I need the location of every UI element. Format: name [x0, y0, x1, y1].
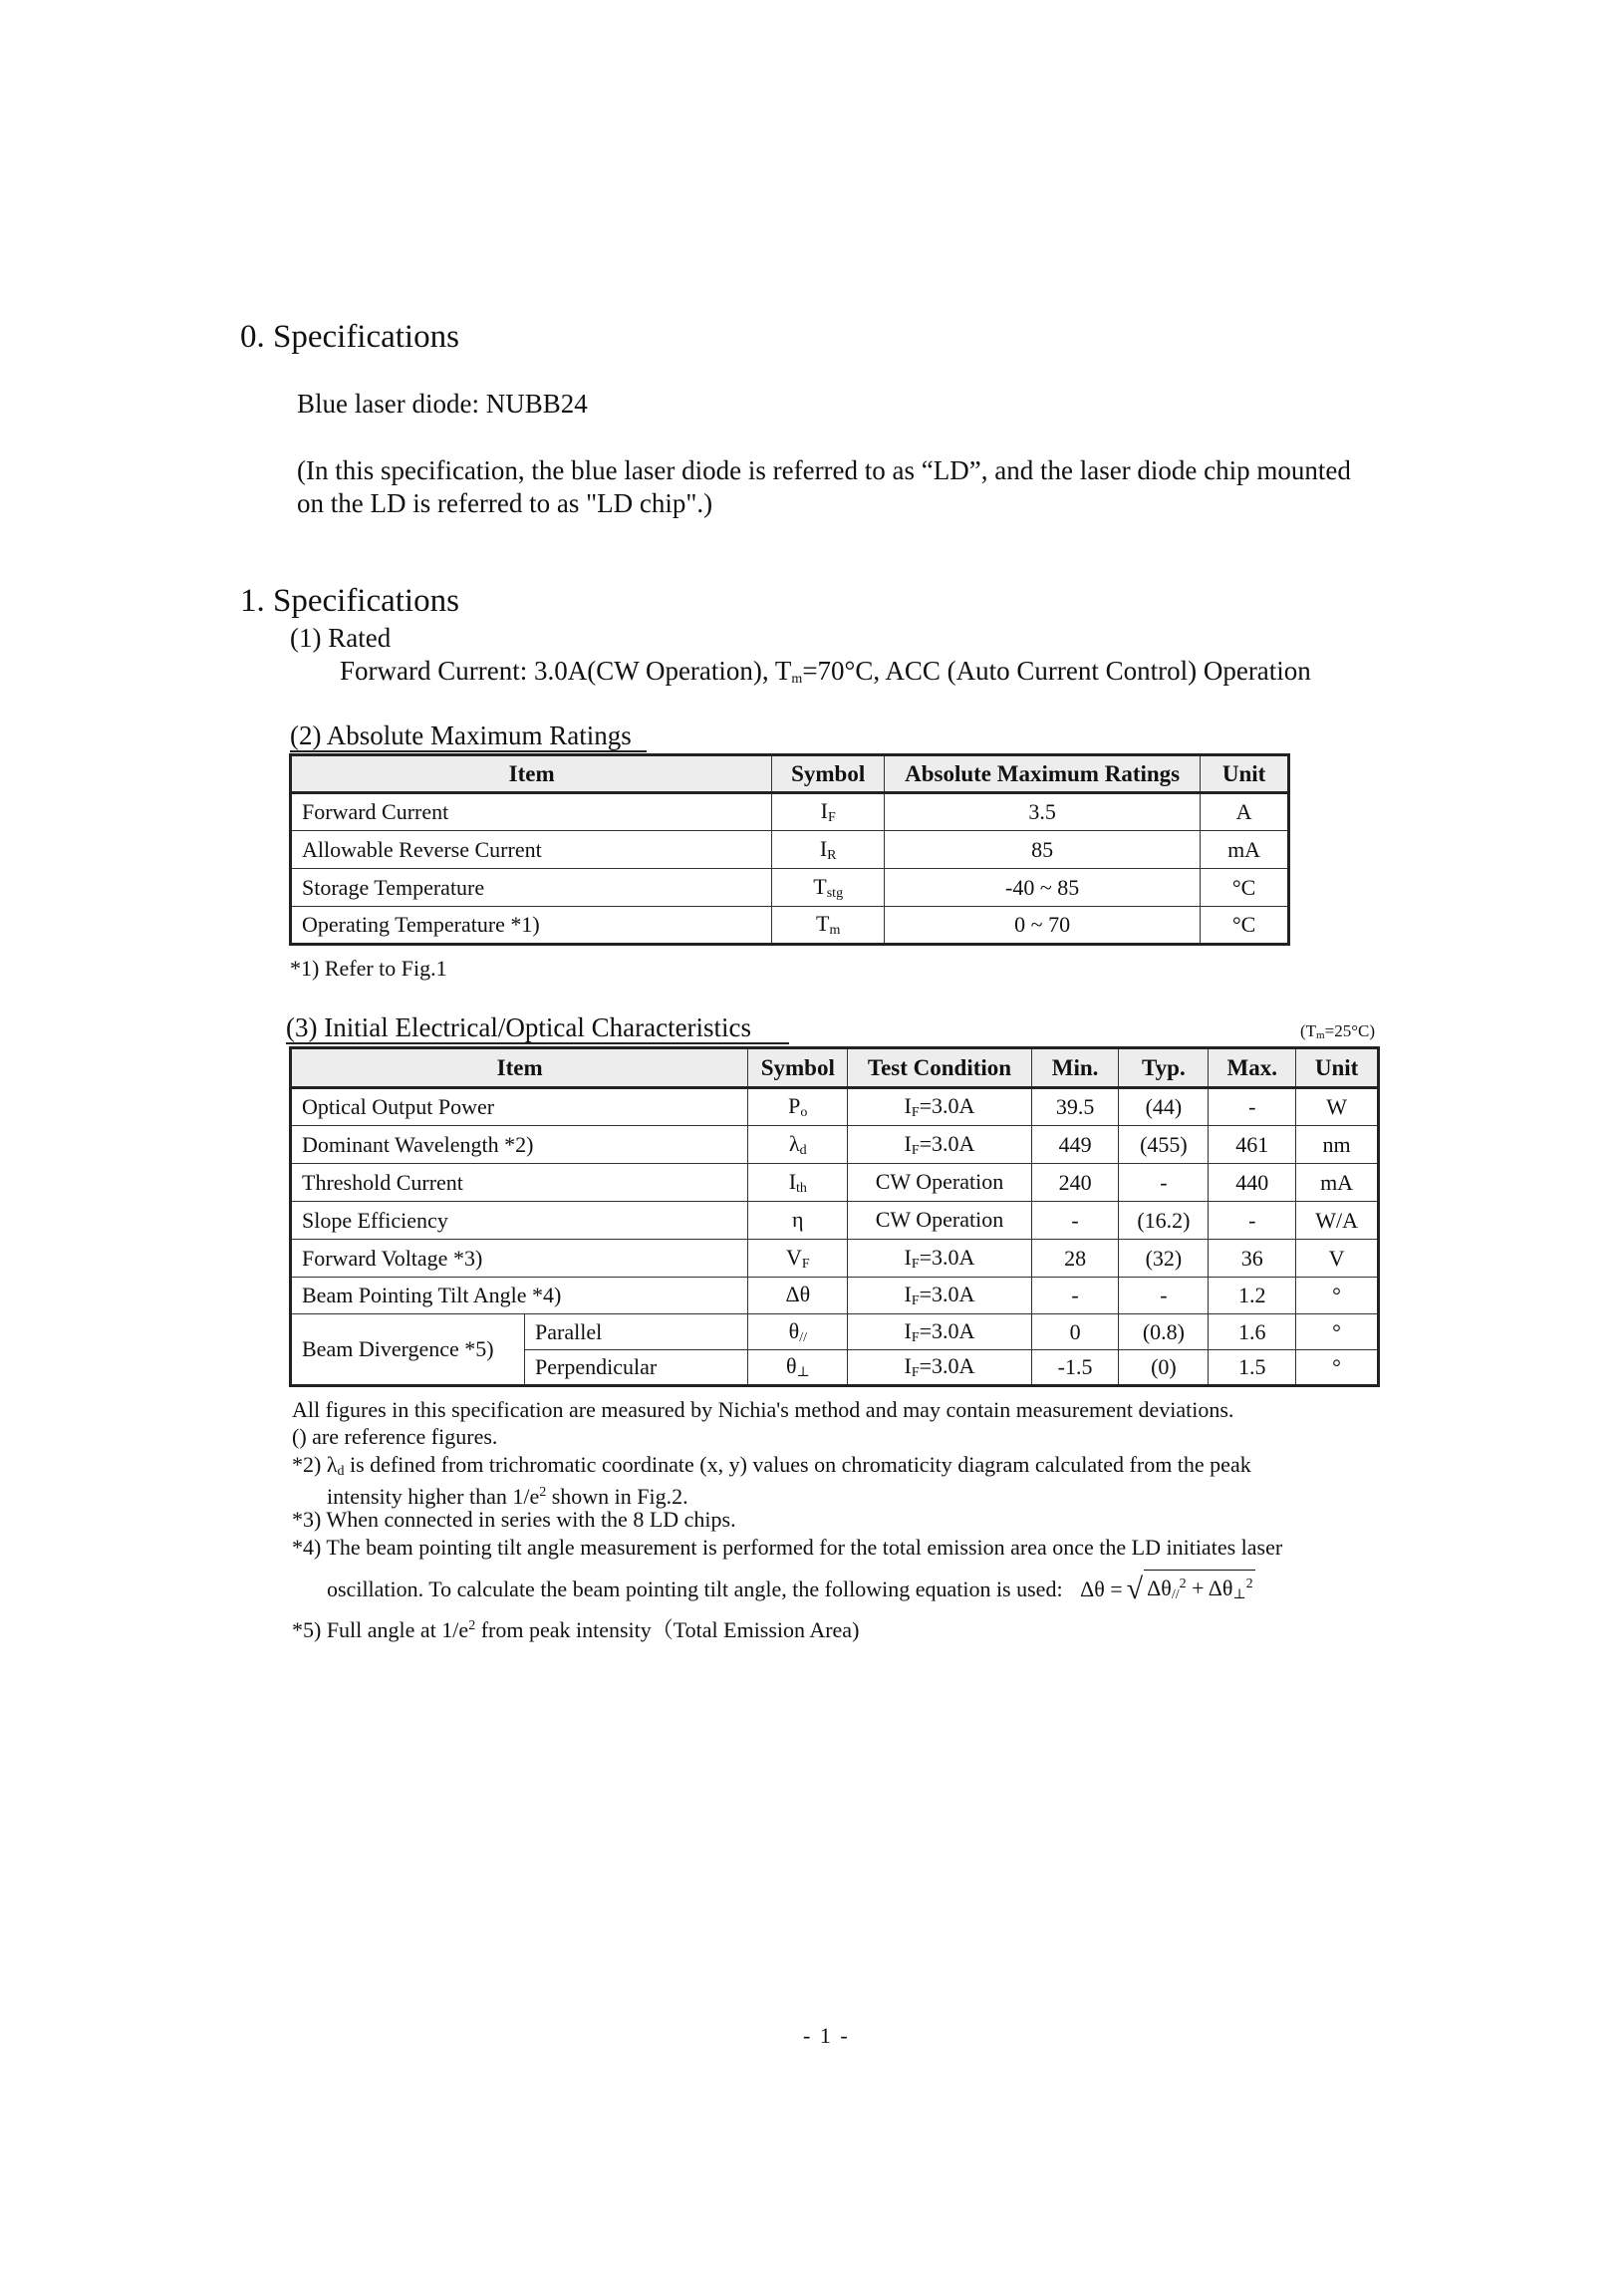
cell-item: Operating Temperature *1) — [291, 907, 772, 945]
note-measurement: All figures in this specification are measured by Nichia's method and may contain measurement deviations. — [292, 1397, 1234, 1422]
ieo-header-unit: Unit — [1296, 1048, 1379, 1088]
ieo-title: (3) Initial Electrical/Optical Characteristics — [286, 1012, 789, 1044]
cell-unit: W — [1296, 1088, 1379, 1126]
cell-unit: ° — [1296, 1278, 1379, 1314]
cell-min: - — [1031, 1278, 1119, 1314]
cell-symbol: Po — [748, 1088, 848, 1126]
cell-min: - — [1031, 1202, 1119, 1240]
tilt-angle-formula: Δθ = √ Δθ//$^2$ + Δθ⊥$^2$ — [1080, 1570, 1255, 1608]
note-3: *3) When connected in series with the 8 LD chips. — [292, 1507, 736, 1532]
cell-max: 1.5 — [1209, 1350, 1296, 1386]
cell-sub-item: Perpendicular — [525, 1350, 748, 1386]
ieo-header-test: Test Condition — [848, 1048, 1031, 1088]
cell-symbol: Ith — [748, 1164, 848, 1202]
cell-unit: °C — [1201, 907, 1289, 945]
cell-item: Beam Divergence *5) — [291, 1314, 525, 1386]
cell-item: Storage Temperature — [291, 869, 772, 907]
cell-unit: mA — [1201, 831, 1289, 869]
table-row — [291, 831, 1289, 869]
cell-unit: A — [1201, 793, 1289, 831]
note-4: *4) The beam pointing tilt angle measurement is performed for the total emission area once the LD initiates laser — [292, 1535, 1283, 1560]
cell-condition: IF=3.0A — [848, 1088, 1031, 1126]
cell-min: 0 — [1031, 1314, 1119, 1350]
cell-typ: (16.2) — [1119, 1202, 1209, 1240]
amr-header-unit: Unit — [1201, 755, 1289, 793]
cell-min: 240 — [1031, 1164, 1119, 1202]
table-row — [291, 1088, 1379, 1126]
cell-condition: IF=3.0A — [848, 1278, 1031, 1314]
table-row — [291, 1164, 1379, 1202]
table-row — [291, 907, 1289, 945]
cell-symbol: θ⊥ — [748, 1350, 848, 1386]
sqrt-icon: √ — [1126, 1573, 1144, 1605]
note-2-cont: intensity higher than $1/e^2$ shown in Fig.2. — [327, 1484, 688, 1509]
cell-max: 461 — [1209, 1126, 1296, 1164]
cell-condition: IF=3.0A — [848, 1314, 1031, 1350]
cell-min: 28 — [1031, 1240, 1119, 1278]
table-row — [291, 1126, 1379, 1164]
cell-max: 1.6 — [1209, 1314, 1296, 1350]
amr-footnote: *1) Refer to Fig.1 — [290, 956, 447, 981]
cell-condition: IF=3.0A — [848, 1240, 1031, 1278]
cell-symbol: θ// — [748, 1314, 848, 1350]
amr-header-ratings: Absolute Maximum Ratings — [885, 755, 1201, 793]
cell-min: 39.5 — [1031, 1088, 1119, 1126]
definition-note-line1: (In this specification, the blue laser diode is referred to as “LD”, and the laser diode chip mounted — [297, 455, 1351, 485]
cell-max: - — [1209, 1088, 1296, 1126]
table-row — [291, 869, 1289, 907]
cell-symbol: η — [748, 1202, 848, 1240]
cell-symbol: Tm — [772, 907, 885, 945]
cell-item: Forward Current — [291, 793, 772, 831]
cell-value: -40 ~ 85 — [885, 869, 1201, 907]
cell-typ: - — [1119, 1278, 1209, 1314]
rated-label: (1) Rated — [290, 623, 392, 653]
ieo-header-item: Item — [291, 1048, 748, 1088]
table-row — [291, 1202, 1379, 1240]
cell-unit: ° — [1296, 1350, 1379, 1386]
cell-typ: (0) — [1119, 1350, 1209, 1386]
cell-item: Optical Output Power — [291, 1088, 748, 1126]
cell-symbol: Δθ — [748, 1278, 848, 1314]
cell-symbol: IR — [772, 831, 885, 869]
cell-min: -1.5 — [1031, 1350, 1119, 1386]
cell-symbol: IF — [772, 793, 885, 831]
cell-item: Allowable Reverse Current — [291, 831, 772, 869]
cell-item: Beam Pointing Tilt Angle *4) — [291, 1278, 748, 1314]
cell-typ: (32) — [1119, 1240, 1209, 1278]
cell-unit: °C — [1201, 869, 1289, 907]
note-reference: () are reference figures. — [292, 1424, 498, 1449]
cell-condition: IF=3.0A — [848, 1126, 1031, 1164]
cell-symbol: λd — [748, 1126, 848, 1164]
cell-value: 85 — [885, 831, 1201, 869]
cell-symbol: VF — [748, 1240, 848, 1278]
amr-header-symbol: Symbol — [772, 755, 885, 793]
amr-header-item: Item — [291, 755, 772, 793]
cell-max: - — [1209, 1202, 1296, 1240]
cell-item: Dominant Wavelength *2) — [291, 1126, 748, 1164]
cell-unit: mA — [1296, 1164, 1379, 1202]
cell-unit: V — [1296, 1240, 1379, 1278]
ieo-measure-condition: (Tm=25°C) — [1300, 1021, 1375, 1041]
cell-condition: CW Operation — [848, 1202, 1031, 1240]
table-row — [291, 793, 1289, 831]
cell-condition: CW Operation — [848, 1164, 1031, 1202]
cell-max: 1.2 — [1209, 1278, 1296, 1314]
page-number: - 1 - — [803, 2023, 850, 2048]
amr-title: (2) Absolute Maximum Ratings — [290, 720, 647, 752]
cell-unit: ° — [1296, 1314, 1379, 1350]
cell-value: 3.5 — [885, 793, 1201, 831]
product-line: Blue laser diode: NUBB24 — [297, 389, 588, 419]
note-5: *5) Full angle at $1/e^2$ from peak intensity（Total Emission Area) — [292, 1617, 860, 1642]
rated-condition: Forward Current: 3.0A(CW Operation), Tm=70°C, ACC (Auto Current Control) Operation — [340, 656, 1311, 687]
ieo-header-min: Min. — [1031, 1048, 1119, 1088]
cell-max: 36 — [1209, 1240, 1296, 1278]
table-row — [291, 1240, 1379, 1278]
cell-typ: (44) — [1119, 1088, 1209, 1126]
cell-max: 440 — [1209, 1164, 1296, 1202]
cell-symbol: Tstg — [772, 869, 885, 907]
definition-note-line2: on the LD is referred to as "LD chip".) — [297, 488, 713, 518]
cell-typ: (0.8) — [1119, 1314, 1209, 1350]
absolute-maximum-ratings-table — [289, 753, 1290, 946]
section-1-heading: 1. Specifications — [240, 583, 459, 619]
cell-unit: W/A — [1296, 1202, 1379, 1240]
note-4-cont: oscillation. To calculate the beam pointing tilt angle, the following equation is used: Δθ = √ Δθ//$^2$ + Δθ⊥$^2$ — [327, 1570, 1255, 1608]
cell-typ: (455) — [1119, 1126, 1209, 1164]
cell-value: 0 ~ 70 — [885, 907, 1201, 945]
cell-typ: - — [1119, 1164, 1209, 1202]
cell-sub-item: Parallel — [525, 1314, 748, 1350]
ieo-header-max: Max. — [1209, 1048, 1296, 1088]
cell-item: Slope Efficiency — [291, 1202, 748, 1240]
ieo-header-typ: Typ. — [1119, 1048, 1209, 1088]
cell-item: Threshold Current — [291, 1164, 748, 1202]
cell-min: 449 — [1031, 1126, 1119, 1164]
cell-condition: IF=3.0A — [848, 1350, 1031, 1386]
electrical-optical-table — [289, 1046, 1380, 1387]
section-0-heading: 0. Specifications — [240, 319, 459, 355]
cell-item: Forward Voltage *3) — [291, 1240, 748, 1278]
note-2: *2) λd is defined from trichromatic coordinate (x, y) values on chromaticity diagram calculated from the peak — [292, 1452, 1251, 1479]
table-row — [291, 1314, 1379, 1350]
table-row — [291, 1278, 1379, 1314]
ieo-header-symbol: Symbol — [748, 1048, 848, 1088]
cell-unit: nm — [1296, 1126, 1379, 1164]
